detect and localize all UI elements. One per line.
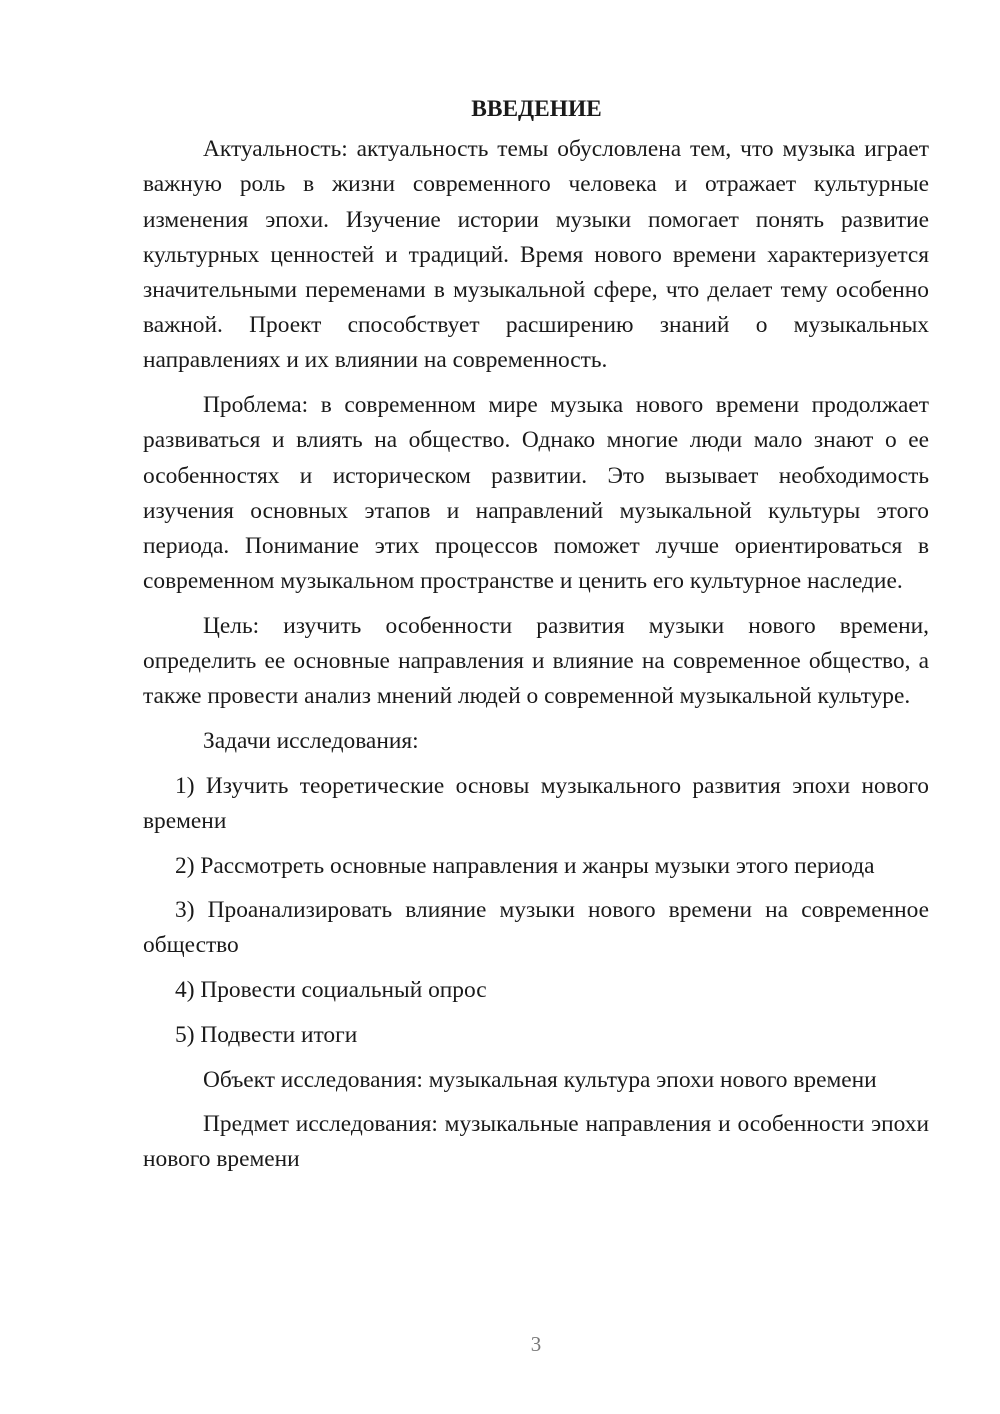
paragraph-relevance: Актуальность: актуальность темы обусловлена тем, что музыка играет важную роль в жизни современного человека и отражает культурные изменения эпохи. Изучение истории музыки помогает понять развитие культурных ценностей и традиций. Время нового времени характеризуется значительными переменами в музыкальной сфере, что делает тему особенно важной. Проект способствует расширению знаний о музыкальных направлениях и их влиянии на современность. (143, 136, 929, 374)
task-item-1: 1) Изучить теоретические основы музыкального развития эпохи нового времени (143, 772, 929, 834)
paragraph-problem: Проблема: в современном мире музыка нового времени продолжает развиваться и влиять на общество. Однако многие люди мало знают о ее особенностях и историческом развитии. Это вызывает необходимость изучения основных этапов и направлений музыкальной культуры этого периода. Понимание этих процессов поможет лучше ориентироваться в современном музыкальном пространстве и ценить его культурное наследие. (143, 392, 929, 595)
paragraph-tasks-heading: Задачи исследования: (203, 727, 419, 754)
task-item-4: 4) Провести социальный опрос (175, 977, 487, 1004)
paragraph-research-subject: Предмет исследования: музыкальные направления и особенности эпохи нового времени (143, 1111, 929, 1173)
task-item-3: 3) Проанализировать влияние музыки нового времени на современное общество (143, 897, 929, 959)
page-content (143, 92, 929, 1187)
paragraph-goal: Цель: изучить особенности развития музыки нового времени, определить ее основные направления и влияние на современное общество, а также провести анализ мнений людей о современной музыкальной культуре. (143, 612, 929, 710)
page-number: 3 (530, 1332, 542, 1356)
section-title: ВВЕДЕНИЕ (471, 96, 602, 122)
task-item-5: 5) Подвести итоги (175, 1021, 358, 1048)
task-item-2: 2) Рассмотреть основные направления и жанры музыки этого периода (175, 852, 875, 879)
paragraph-research-object: Объект исследования: музыкальная культура эпохи нового времени (203, 1066, 877, 1093)
